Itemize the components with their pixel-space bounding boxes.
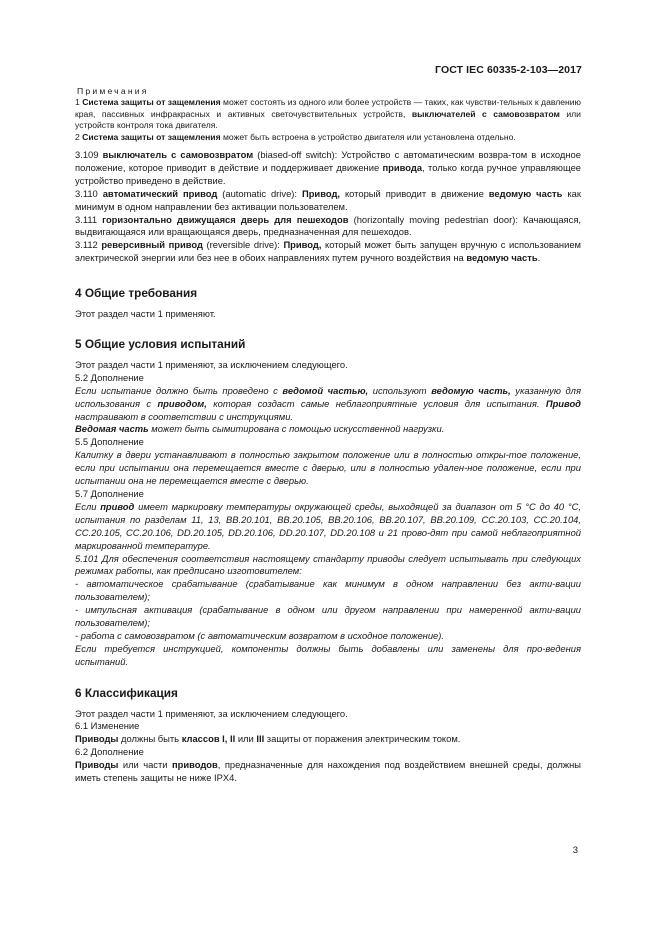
def-3-109-bold: привода	[382, 161, 423, 173]
s61-t3: классов I, II	[181, 733, 236, 745]
section-5-5-text: Калитку в двери устанавливают в полностью закрытом положение или в полностью откры-тое положение, если при испытании она перемещается вместе с дверью, или в полностью удален-ное положение, если при испытании она не перемещается вместе с дверью.	[75, 449, 581, 487]
def-3-110-bold2: ведомую часть	[488, 187, 563, 199]
section-5-7-title: 5.7 Дополнение	[75, 487, 144, 499]
s52-t8: Привод	[545, 397, 581, 409]
s52-t7: которая создаст самые неблагоприятные условия для испытания.	[206, 397, 546, 409]
section-6-1-text	[75, 733, 581, 746]
s61-t6: защиты от поражения электрическим током.	[264, 733, 461, 745]
def-3-112-text: (reversible drive):	[202, 239, 284, 251]
note-1-num: 1	[75, 97, 83, 108]
def-3-110-term: автоматический привод	[102, 187, 218, 199]
def-3-112-text2: который может быть запущен вручную с использованием электрической энергии или без нее в обоих направлениях путем ручного воздействия на	[75, 239, 581, 264]
def-3-112-text3: .	[537, 252, 541, 264]
def-3-110-text: (automatic drive):	[217, 187, 302, 199]
s57-t2: привод	[100, 500, 135, 512]
def-3-109-text: (biased-off switch): Устройство с автоматическим возвра-том в исходное положение, которое приводит в действие и поддерживает движение	[75, 149, 581, 173]
note-2-num: 2	[75, 131, 83, 142]
section-6-1-title: 6.1 Изменение	[75, 720, 140, 732]
list-item: - автоматическое срабатывание (срабатывание как минимум в одном направлении без акти-вации пользователем);	[75, 578, 581, 603]
s57-t3: имеет маркировку температуры окружающей среды, выходящей за диапазон от 5 °С до 40 °С, испытания по разделам 11, 13, ВВ.20.101, ВВ.20.105, ВВ.20.106, ВВ.20.107, ВВ.20.109, СС.20.103, СС.20.104, СС.20.105, СС.20.106, DD.20.105, DD.20.106, DD.20.107, DD.20.108 и 21 прово-дят при самой неблагоприятной маркированной температуре.	[75, 500, 581, 551]
def-3-112	[75, 239, 581, 265]
s61-t1: Приводы	[75, 733, 119, 745]
list-item: - работа с самовозвратом (с автоматическим возвратом в исходное положение).	[75, 629, 444, 641]
s62-t4: , предназначенные для нахождения под воздействием внешней среды, должны иметь степень защиты не ниже IPX4.	[75, 759, 582, 784]
def-3-110-text2: который приводит в движение	[340, 187, 489, 199]
s52-t6: приводом,	[157, 397, 207, 409]
s61-t4: или	[235, 733, 257, 745]
def-3-110	[75, 188, 581, 214]
s52-t5: указанную для использования с	[75, 384, 581, 409]
def-3-112-term: реверсивный привод	[101, 239, 203, 251]
def-3-109	[75, 149, 581, 188]
section-4-heading: 4 Общие требования	[75, 286, 198, 301]
section-5-2-title: 5.2 Дополнение	[75, 371, 144, 383]
def-3-110-bold: Привод,	[301, 187, 340, 199]
note-2	[75, 132, 581, 143]
def-3-109-num: 3.109	[75, 149, 103, 161]
note-1-term: Система защиты от защемления	[82, 97, 221, 108]
section-5-7-text	[75, 501, 581, 553]
s62-t1: Приводы	[75, 759, 119, 771]
s52-t9: настраивают в соответствии с инструкциями.	[75, 410, 294, 422]
def-3-112-num: 3.112	[75, 239, 102, 251]
section-5-heading: 5 Общие условия испытаний	[75, 337, 246, 351]
notes-title: Примечания	[77, 86, 149, 96]
s52-t3: используют	[368, 384, 432, 396]
def-3-112-bold: Привод,	[283, 239, 322, 251]
s62-t3: приводов	[171, 759, 218, 771]
def-3-111	[75, 214, 581, 240]
def-3-112-bold2: ведомую часть	[466, 252, 538, 264]
def-3-110-text3: как минимум в одном направлении без активации пользователем.	[75, 187, 581, 212]
page-number: 3	[572, 845, 578, 856]
s62-t2: или части	[118, 759, 172, 771]
def-3-111-text: (horizontally moving pedestrian door): Качающаяся, выдвигающаяся или вращающаяся дверь, предназначенная для пешеходов.	[75, 213, 581, 238]
s52b-t2: может быть сымитирована с помощью искусственной нагрузки.	[148, 423, 445, 435]
note-2-term: Система защиты от защемления	[82, 131, 221, 142]
section-6-intro: Этот раздел части 1 применяют, за исключением следующего.	[75, 707, 348, 719]
section-6-2-title: 6.2 Дополнение	[75, 746, 144, 758]
note-1-term2: выключателей с самовозвратом	[411, 108, 560, 119]
s61-t2: должны быть	[118, 733, 182, 745]
section-5-intro: Этот раздел части 1 применяют, за исключением следующего.	[75, 358, 348, 370]
list-item: - импульсная активация (срабатывание в одном или другом направлении при намеренной акти-вации пользователем);	[75, 604, 581, 629]
s52-t2: ведомой частью,	[282, 384, 369, 396]
def-3-109-text2: , только когда ручное управляющее устройство приведено в действие.	[75, 161, 581, 186]
def-3-110-num: 3.110	[75, 187, 103, 199]
note-1-text: может состоять из одного или более устройств — таких, как чувстви-тельных к давлению края, пассивных инфракрасных и активных светочувствительных устройств,	[75, 97, 582, 119]
s52b-t1: Ведомая часть	[75, 423, 149, 435]
def-3-109-term: выключатель с самовозвратом	[102, 149, 254, 161]
def-3-111-term: горизонтально движущаяся дверь для пешеходов	[102, 213, 349, 225]
section-5-101-text: 5.101 Для обеспечения соответствия настоящему стандарту приводы следует испытывать при следующих режимах работы, как предписано изготовителем:	[75, 552, 581, 577]
note-1	[75, 97, 581, 131]
document-header: ГОСТ IEC 60335-2-103—2017	[435, 64, 582, 76]
note-2-text: может быть встроена в устройство двигателя или установлена отдельно.	[220, 131, 516, 142]
s52-t4: ведомую часть,	[431, 384, 511, 396]
section-5-5-title: 5.5 Дополнение	[75, 436, 144, 448]
document-body	[75, 86, 581, 785]
s57-t1: Если	[75, 500, 101, 512]
s52-t1: Если испытание должно быть проведено с	[75, 384, 283, 396]
section-6-heading: 6 Классификация	[75, 685, 178, 700]
section-6-2-text	[75, 759, 581, 785]
s61-t5: III	[256, 733, 265, 745]
section-5-last-text: Если требуется инструкцией, компоненты должны быть добавлены или заменены для про-ведения испытаний.	[75, 642, 581, 667]
note-1-text2: или устройств контроля тока двигателя.	[75, 108, 581, 131]
notes-block	[75, 86, 581, 143]
section-4-text: Этот раздел части 1 применяют.	[75, 308, 216, 320]
section-5-2-text2	[75, 423, 581, 436]
def-3-111-num: 3.111	[75, 213, 103, 225]
section-5-2-text	[75, 385, 581, 424]
